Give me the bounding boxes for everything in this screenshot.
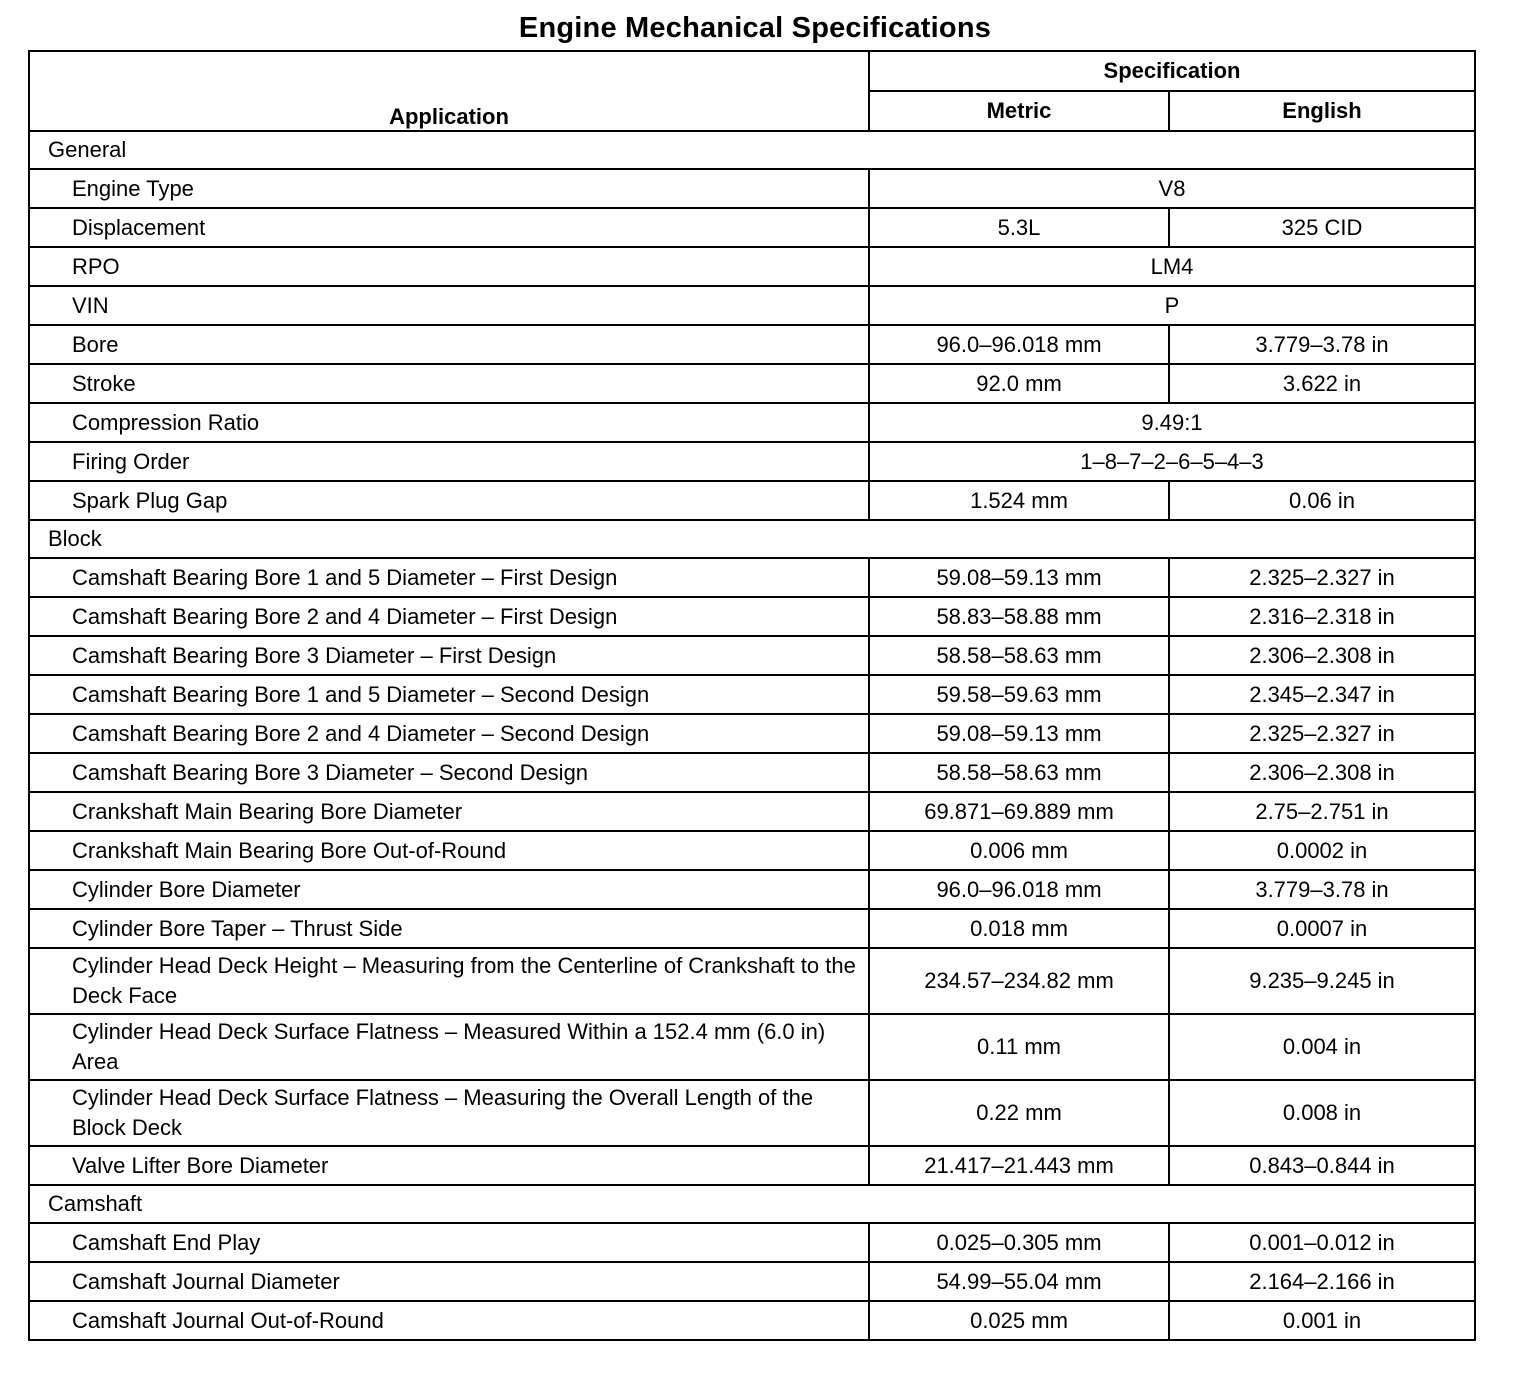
application-cell: Crankshaft Main Bearing Bore Out-of-Round: [29, 831, 869, 870]
metric-cell: 96.0–96.018 mm: [869, 870, 1169, 909]
table-row: [29, 675, 1475, 714]
specifications-body: [29, 131, 1475, 1340]
table-row: [29, 208, 1475, 247]
page-title: Engine Mechanical Specifications: [518, 12, 992, 44]
application-cell: Engine Type: [29, 169, 869, 208]
english-cell: 2.345–2.347 in: [1169, 675, 1475, 714]
application-cell: RPO: [29, 247, 869, 286]
section-title: Block: [29, 520, 1475, 558]
table-row: [29, 714, 1475, 753]
application-cell: Camshaft Bearing Bore 2 and 4 Diameter – First Design: [29, 597, 869, 636]
table-row: [29, 1080, 1475, 1146]
metric-cell: 0.11 mm: [869, 1014, 1169, 1080]
application-cell: Displacement: [29, 208, 869, 247]
section-title: General: [29, 131, 1475, 169]
section-row: [29, 131, 1475, 169]
table-row: [29, 1262, 1475, 1301]
metric-cell: 69.871–69.889 mm: [869, 792, 1169, 831]
metric-cell: 58.83–58.88 mm: [869, 597, 1169, 636]
specification-cell: 1–8–7–2–6–5–4–3: [869, 442, 1475, 481]
application-cell: Valve Lifter Bore Diameter: [29, 1146, 869, 1185]
table-row: [29, 481, 1475, 520]
metric-cell: 0.018 mm: [869, 909, 1169, 948]
english-cell: 3.779–3.78 in: [1169, 870, 1475, 909]
application-cell: Compression Ratio: [29, 403, 869, 442]
specification-header: Specification: [869, 51, 1475, 91]
metric-cell: 59.58–59.63 mm: [869, 675, 1169, 714]
table-row: [29, 247, 1475, 286]
application-cell: Camshaft Bearing Bore 3 Diameter – First Design: [29, 636, 869, 675]
application-cell: Cylinder Bore Taper – Thrust Side: [29, 909, 869, 948]
specification-cell: V8: [869, 169, 1475, 208]
metric-cell: 21.417–21.443 mm: [869, 1146, 1169, 1185]
application-cell: Spark Plug Gap: [29, 481, 869, 520]
english-cell: 3.779–3.78 in: [1169, 325, 1475, 364]
english-cell: 2.75–2.751 in: [1169, 792, 1475, 831]
table-row: [29, 1223, 1475, 1262]
metric-cell: 58.58–58.63 mm: [869, 636, 1169, 675]
application-cell: Cylinder Bore Diameter: [29, 870, 869, 909]
metric-cell: 0.025–0.305 mm: [869, 1223, 1169, 1262]
table-row: [29, 169, 1475, 208]
table-row: [29, 325, 1475, 364]
english-cell: 2.325–2.327 in: [1169, 714, 1475, 753]
english-cell: 2.306–2.308 in: [1169, 636, 1475, 675]
english-cell: 2.164–2.166 in: [1169, 1262, 1475, 1301]
table-row: [29, 831, 1475, 870]
metric-cell: 5.3L: [869, 208, 1169, 247]
metric-cell: 234.57–234.82 mm: [869, 948, 1169, 1014]
english-cell: 0.06 in: [1169, 481, 1475, 520]
application-header: Application: [29, 51, 869, 131]
english-cell: 2.316–2.318 in: [1169, 597, 1475, 636]
english-cell: 0.004 in: [1169, 1014, 1475, 1080]
application-cell: Cylinder Head Deck Surface Flatness – Measuring the Overall Length of the Block Deck: [29, 1080, 869, 1146]
specifications-table: [28, 50, 1476, 1341]
table-row: [29, 442, 1475, 481]
application-cell: Camshaft Bearing Bore 1 and 5 Diameter – First Design: [29, 558, 869, 597]
english-cell: 0.001 in: [1169, 1301, 1475, 1340]
english-cell: 0.008 in: [1169, 1080, 1475, 1146]
table-row: [29, 286, 1475, 325]
application-cell: Camshaft Journal Out-of-Round: [29, 1301, 869, 1340]
application-cell: Camshaft End Play: [29, 1223, 869, 1262]
metric-cell: 59.08–59.13 mm: [869, 714, 1169, 753]
application-cell: Crankshaft Main Bearing Bore Diameter: [29, 792, 869, 831]
specification-cell: LM4: [869, 247, 1475, 286]
english-cell: 2.325–2.327 in: [1169, 558, 1475, 597]
table-row: [29, 364, 1475, 403]
english-cell: 0.001–0.012 in: [1169, 1223, 1475, 1262]
application-cell: Firing Order: [29, 442, 869, 481]
metric-cell: 92.0 mm: [869, 364, 1169, 403]
table-row: [29, 909, 1475, 948]
table-row: [29, 1014, 1475, 1080]
table-row: [29, 792, 1475, 831]
table-row: [29, 597, 1475, 636]
metric-cell: 0.22 mm: [869, 1080, 1169, 1146]
english-cell: 0.0002 in: [1169, 831, 1475, 870]
application-cell: Bore: [29, 325, 869, 364]
metric-cell: 54.99–55.04 mm: [869, 1262, 1169, 1301]
metric-header: Metric: [869, 91, 1169, 131]
english-cell: 0.0007 in: [1169, 909, 1475, 948]
metric-cell: 0.025 mm: [869, 1301, 1169, 1340]
metric-cell: 96.0–96.018 mm: [869, 325, 1169, 364]
specification-cell: P: [869, 286, 1475, 325]
section-row: [29, 520, 1475, 558]
application-cell: Camshaft Bearing Bore 2 and 4 Diameter – Second Design: [29, 714, 869, 753]
english-cell: 325 CID: [1169, 208, 1475, 247]
table-row: [29, 948, 1475, 1014]
metric-cell: 59.08–59.13 mm: [869, 558, 1169, 597]
table-row: [29, 1301, 1475, 1340]
metric-cell: 58.58–58.63 mm: [869, 753, 1169, 792]
table-row: [29, 753, 1475, 792]
english-cell: 9.235–9.245 in: [1169, 948, 1475, 1014]
table-row: [29, 870, 1475, 909]
specification-cell: 9.49:1: [869, 403, 1475, 442]
english-cell: 3.622 in: [1169, 364, 1475, 403]
table-row: [29, 1146, 1475, 1185]
section-row: [29, 1185, 1475, 1223]
english-cell: 2.306–2.308 in: [1169, 753, 1475, 792]
table-row: [29, 403, 1475, 442]
table-row: [29, 636, 1475, 675]
metric-cell: 1.524 mm: [869, 481, 1169, 520]
application-cell: Stroke: [29, 364, 869, 403]
application-cell: Camshaft Bearing Bore 1 and 5 Diameter – Second Design: [29, 675, 869, 714]
section-title: Camshaft: [29, 1185, 1475, 1223]
application-cell: VIN: [29, 286, 869, 325]
english-cell: 0.843–0.844 in: [1169, 1146, 1475, 1185]
application-cell: Camshaft Journal Diameter: [29, 1262, 869, 1301]
metric-cell: 0.006 mm: [869, 831, 1169, 870]
application-cell: Cylinder Head Deck Height – Measuring from the Centerline of Crankshaft to the Deck Face: [29, 948, 869, 1014]
application-cell: Camshaft Bearing Bore 3 Diameter – Second Design: [29, 753, 869, 792]
table-row: [29, 558, 1475, 597]
application-cell: Cylinder Head Deck Surface Flatness – Measured Within a 152.4 mm (6.0 in) Area: [29, 1014, 869, 1080]
english-header: English: [1169, 91, 1475, 131]
